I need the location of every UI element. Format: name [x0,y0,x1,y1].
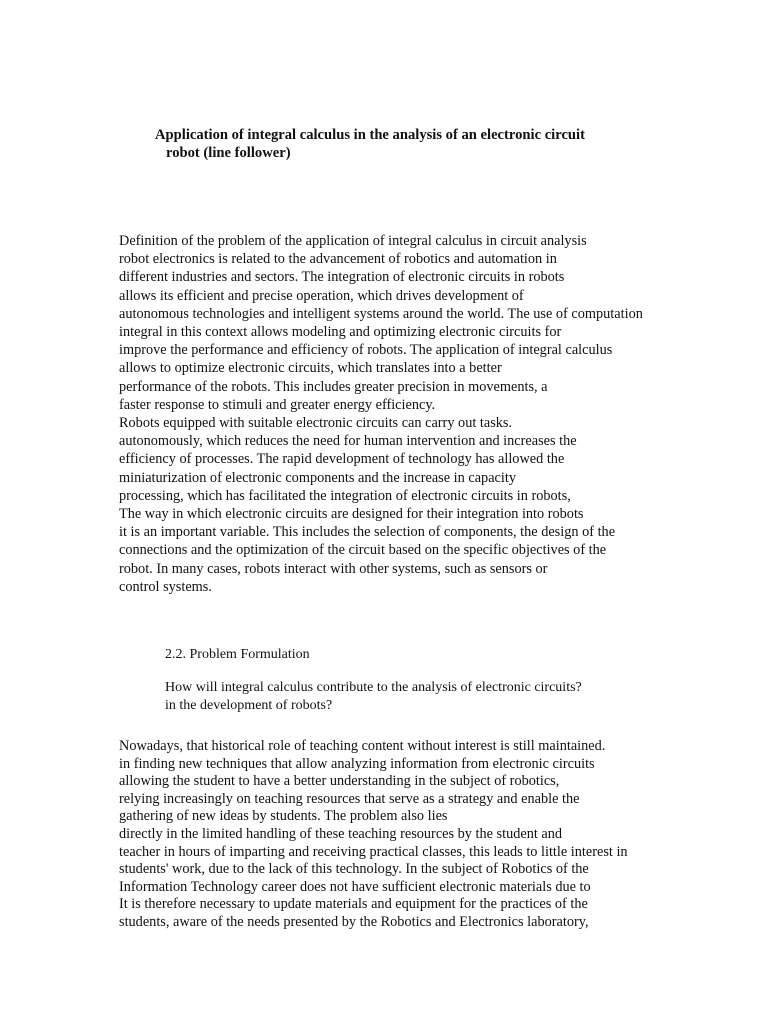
text-line: relying increasingly on teaching resources that serve as a strategy and enable the [119,790,580,807]
text-line: different industries and sectors. The integration of electronic circuits in robots [119,269,565,286]
text-line: faster response to stimuli and greater energy efficiency. [119,396,436,413]
text-line: The way in which electronic circuits are designed for their integration into robots [119,506,584,523]
text-line: robot electronics is related to the advancement of robotics and automation in [119,251,557,268]
text-line: allows to optimize electronic circuits, which translates into a better [119,360,502,377]
document-title [143,126,585,180]
text-line: gathering of new ideas by students. The problem also lies [119,808,448,825]
paragraph-problem-definition [119,232,679,596]
title-line-1 [143,126,585,144]
text-line: autonomously, which reduces the need for human intervention and increases the [119,433,577,450]
text-line: autonomous technologies and intelligent systems around the world. The use of computation [119,305,643,322]
text-line: miniaturization of electronic components and the increase in capacity [119,469,516,486]
text-line: allowing the student to have a better understanding in the subject of robotics, [119,773,560,790]
text-line: Nowadays, that historical role of teaching content without interest is still maintained. [119,738,606,754]
text-line: it is an important variable. This includes the selection of components, the design of the [119,524,616,541]
text-line: in the development of robots? [165,697,333,713]
paragraph-context [119,738,679,932]
text-line: How will integral calculus contribute to the analysis of electronic circuits? [165,680,582,695]
text-line: improve the performance and efficiency of robots. The application of integral calculus [119,342,613,359]
text-line: performance of the robots. This includes greater precision in movements, a [119,378,548,395]
text-line: allows its efficient and precise operation, which drives development of [119,287,524,304]
text-line: Definition of the problem of the application of integral calculus in circuit analysis [119,233,587,249]
title-line-2: robot (line follower) [166,145,291,161]
text-line: control systems. [119,578,212,595]
text-line: Information Technology career does not have sufficient electronic materials due to [119,878,591,895]
text-line: connections and the optimization of the circuit based on the specific objectives of the [119,542,607,559]
text-line: directly in the limited handling of these teaching resources by the student and [119,825,563,842]
text-line: integral in this context allows modeling and optimizing electronic circuits for [119,324,562,341]
text-line: in finding new techniques that allow analyzing information from electronic circuits [119,755,595,772]
text-line: students, aware of the needs presented by the Robotics and Electronics laboratory, [119,913,589,930]
text-line: students' work, due to the lack of this technology. In the subject of Robotics of the [119,861,589,878]
text-line: efficiency of processes. The rapid development of technology has allowed the [119,451,565,468]
research-question [165,679,582,714]
text-line: robot. In many cases, robots interact with other systems, such as sensors or [119,560,548,577]
title-line-3 [143,162,585,180]
text-line: Robots equipped with suitable electronic circuits can carry out tasks. [119,415,513,432]
text-line: processing, which has facilitated the integration of electronic circuits in robots, [119,487,571,504]
text-line: teacher in hours of imparting and receiving practical classes, this leads to little interest in [119,843,628,860]
title-text-1: Application of integral calculus in the analysis of an electronic circuit [155,127,585,143]
text-line: It is therefore necessary to update materials and equipment for the practices of the [119,896,588,913]
section-heading: 2.2. Problem Formulation [165,647,310,662]
